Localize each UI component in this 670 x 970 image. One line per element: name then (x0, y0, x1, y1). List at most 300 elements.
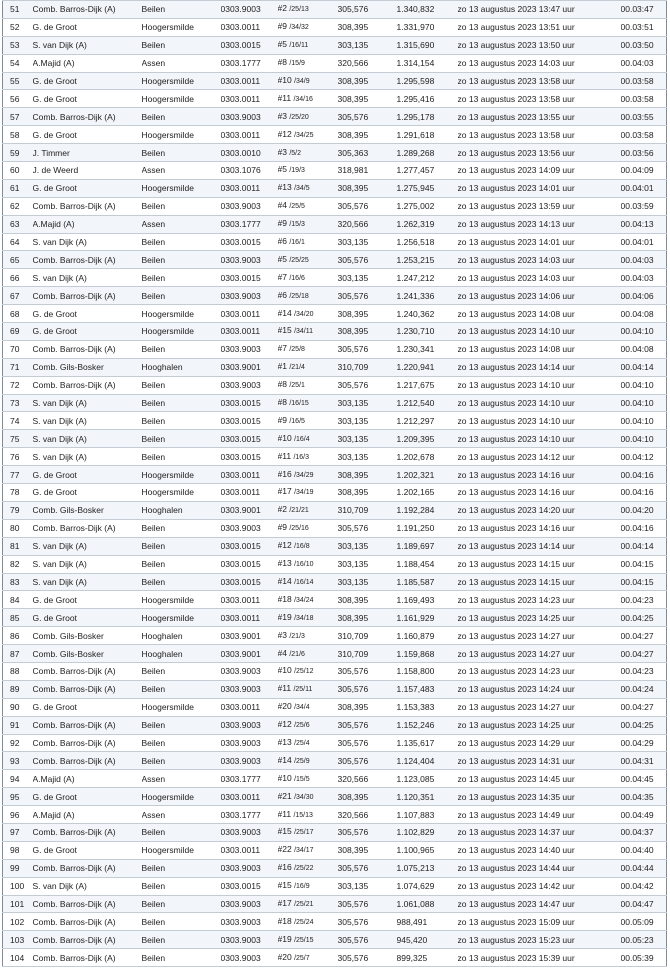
position-cell: 86 (3, 627, 33, 645)
speed-cell: 1.314,154 (397, 54, 458, 72)
place-cell: Beilen (142, 680, 221, 698)
position-cell: 87 (3, 645, 33, 663)
place-cell: Beilen (142, 752, 221, 770)
delay-cell: 00.04:16 (621, 519, 667, 537)
table-row[interactable] (3, 108, 667, 126)
distance-cell: 305,576 (338, 823, 397, 841)
table-row[interactable] (3, 412, 667, 430)
bird-index-total: /25/15 (294, 936, 314, 944)
bird-index: #10 (277, 432, 292, 443)
ring-number-cell: 0303.9003 (221, 734, 278, 752)
position-cell: 78 (3, 484, 33, 502)
ring-number-cell: 0303.0015 (221, 430, 278, 448)
fancier-name-cell: G. de Groot (33, 841, 142, 859)
table-row[interactable] (3, 680, 667, 698)
speed-cell: 1.212,540 (397, 394, 458, 412)
distance-cell: 303,135 (338, 555, 397, 573)
place-cell: Beilen (142, 144, 221, 162)
bird-index: #10 (277, 665, 292, 676)
speed-cell: 1.107,883 (397, 806, 458, 824)
speed-cell: 1.295,598 (397, 72, 458, 90)
ring-number-cell: 0303.1777 (221, 770, 278, 788)
bird-index-cell (278, 412, 338, 430)
place-cell: Beilen (142, 340, 221, 358)
bird-index-total: /25/20 (289, 113, 309, 121)
place-cell: Beilen (142, 412, 221, 430)
bird-index-total: /25/5 (289, 203, 305, 211)
place-cell: Hoogersmilde (142, 179, 221, 197)
fancier-name-cell: Comb. Barros-Dijk (A) (33, 108, 142, 126)
arrival-time-cell: zo 13 augustus 2023 14:01 uur (458, 179, 621, 197)
ring-number-cell: 0303.1076 (221, 162, 278, 180)
bird-index-total: /25/21 (294, 900, 314, 908)
speed-cell: 1.161,929 (397, 609, 458, 627)
delay-cell: 00.04:42 (621, 877, 667, 895)
bird-index-cell (278, 716, 338, 734)
position-cell: 69 (3, 323, 33, 341)
distance-cell: 305,576 (338, 340, 397, 358)
bird-index: #11 (277, 450, 292, 461)
distance-cell: 305,363 (338, 144, 397, 162)
table-row[interactable] (3, 734, 667, 752)
delay-cell: 00.04:01 (621, 179, 667, 197)
bird-index: #22 (277, 844, 292, 855)
delay-cell: 00.04:35 (621, 788, 667, 806)
table-row[interactable] (3, 609, 667, 627)
table-row[interactable] (3, 466, 667, 484)
table-row[interactable] (3, 913, 667, 931)
bird-index-cell (278, 627, 338, 645)
distance-cell: 303,135 (338, 537, 397, 555)
bird-index: #14 (277, 575, 292, 586)
distance-cell: 310,709 (338, 627, 397, 645)
table-row[interactable] (3, 179, 667, 197)
bird-index-total: /21/4 (289, 364, 305, 372)
speed-cell: 1.157,483 (397, 680, 458, 698)
table-row[interactable] (3, 627, 667, 645)
bird-index-total: /34/17 (294, 847, 314, 855)
bird-index-cell (278, 215, 338, 233)
fancier-name-cell: Comb. Barros-Dijk (A) (33, 734, 142, 752)
speed-cell: 1.295,416 (397, 90, 458, 108)
bird-index-cell (278, 323, 338, 341)
speed-cell: 1.230,710 (397, 323, 458, 341)
table-row[interactable] (3, 358, 667, 376)
speed-cell: 1.185,587 (397, 573, 458, 591)
bird-index: #5 (277, 164, 287, 175)
fancier-name-cell: S. van Dijk (A) (33, 233, 142, 251)
table-row[interactable] (3, 591, 667, 609)
table-row[interactable] (3, 823, 667, 841)
place-cell: Beilen (142, 108, 221, 126)
bird-index: #15 (277, 325, 292, 336)
arrival-time-cell: zo 13 augustus 2023 14:08 uur (458, 305, 621, 323)
table-row[interactable] (3, 573, 667, 591)
ring-number-cell: 0303.9003 (221, 859, 278, 877)
place-cell: Hooghalen (142, 358, 221, 376)
table-row[interactable] (3, 949, 667, 967)
delay-cell: 00.03:58 (621, 126, 667, 144)
table-row[interactable] (3, 555, 667, 573)
speed-cell: 1.061,088 (397, 895, 458, 913)
ring-number-cell: 0303.0011 (221, 788, 278, 806)
bird-index-total: /21/21 (289, 507, 309, 515)
bird-index: #4 (277, 200, 287, 211)
delay-cell: 00.04:23 (621, 591, 667, 609)
distance-cell: 303,135 (338, 877, 397, 895)
fancier-name-cell: Comb. Gils-Bosker (33, 627, 142, 645)
arrival-time-cell: zo 13 augustus 2023 14:27 uur (458, 698, 621, 716)
ring-number-cell: 0303.1777 (221, 54, 278, 72)
place-cell: Assen (142, 162, 221, 180)
distance-cell: 303,135 (338, 412, 397, 430)
arrival-time-cell: zo 13 augustus 2023 13:51 uur (458, 18, 621, 36)
distance-cell: 308,395 (338, 72, 397, 90)
table-row[interactable] (3, 90, 667, 108)
table-row[interactable] (3, 215, 667, 233)
bird-index-cell (278, 931, 338, 949)
ring-number-cell: 0303.0015 (221, 448, 278, 466)
bird-index-total: /25/25 (289, 256, 309, 264)
position-cell: 68 (3, 305, 33, 323)
ring-number-cell: 0303.0011 (221, 841, 278, 859)
bird-index: #10 (277, 75, 292, 85)
bird-index: #20 (277, 701, 292, 712)
table-row[interactable] (3, 788, 667, 806)
bird-index-total: /25/1 (289, 382, 305, 390)
speed-cell: 1.209,395 (397, 430, 458, 448)
place-cell: Beilen (142, 573, 221, 591)
bird-index-total: /15/9 (289, 60, 305, 68)
table-row[interactable] (3, 162, 667, 180)
place-cell: Hoogersmilde (142, 591, 221, 609)
speed-cell: 1.158,800 (397, 662, 458, 680)
bird-index-total: /16/3 (293, 453, 310, 461)
place-cell: Beilen (142, 448, 221, 466)
table-row[interactable] (3, 54, 667, 72)
delay-cell: 00.04:24 (621, 680, 667, 698)
speed-cell: 1.169,493 (397, 591, 458, 609)
bird-index: #21 (277, 790, 292, 801)
arrival-time-cell: zo 13 augustus 2023 14:09 uur (458, 162, 621, 180)
distance-cell: 305,576 (338, 913, 397, 931)
arrival-time-cell: zo 13 augustus 2023 14:12 uur (458, 448, 621, 466)
distance-cell: 305,576 (338, 734, 397, 752)
position-cell: 60 (3, 162, 33, 180)
ring-number-cell: 0303.9001 (221, 358, 278, 376)
arrival-time-cell: zo 13 augustus 2023 13:56 uur (458, 144, 621, 162)
bird-index-cell (278, 162, 338, 180)
bird-index-total: /25/9 (294, 757, 310, 765)
table-row[interactable] (3, 269, 667, 287)
fancier-name-cell: G. de Groot (33, 591, 142, 609)
bird-index-total: /25/12 (294, 668, 314, 676)
table-row[interactable] (3, 1, 667, 19)
delay-cell: 00.03:50 (621, 36, 667, 54)
position-cell: 63 (3, 215, 33, 233)
position-cell: 58 (3, 126, 33, 144)
delay-cell: 00.04:03 (621, 54, 667, 72)
bird-index-cell (278, 1, 338, 19)
table-row[interactable] (3, 770, 667, 788)
arrival-time-cell: zo 13 augustus 2023 14:15 uur (458, 573, 621, 591)
bird-index: #9 (277, 414, 287, 425)
table-row[interactable] (3, 18, 667, 36)
bird-index-cell (278, 698, 338, 716)
arrival-time-cell: zo 13 augustus 2023 14:10 uur (458, 412, 621, 430)
bird-index-cell (278, 269, 338, 287)
delay-cell: 00.04:15 (621, 573, 667, 591)
bird-index: #19 (277, 611, 292, 622)
distance-cell: 303,135 (338, 269, 397, 287)
ring-number-cell: 0303.9003 (221, 340, 278, 358)
arrival-time-cell: zo 13 augustus 2023 14:37 uur (458, 823, 621, 841)
bird-index: #4 (277, 647, 287, 658)
bird-index: #13 (277, 736, 292, 747)
position-cell: 100 (3, 877, 33, 895)
arrival-time-cell: zo 13 augustus 2023 13:58 uur (458, 126, 621, 144)
arrival-time-cell: zo 13 augustus 2023 13:55 uur (458, 108, 621, 126)
ring-number-cell: 0303.0015 (221, 537, 278, 555)
bird-index-cell (278, 752, 338, 770)
fancier-name-cell: Comb. Barros-Dijk (A) (33, 662, 142, 680)
fancier-name-cell: Comb. Barros-Dijk (A) (33, 913, 142, 931)
bird-index-cell (278, 287, 338, 305)
arrival-time-cell: zo 13 augustus 2023 14:27 uur (458, 645, 621, 663)
delay-cell: 00.04:27 (621, 698, 667, 716)
table-row[interactable] (3, 323, 667, 341)
speed-cell: 1.192,284 (397, 501, 458, 519)
bird-index-total: /34/20 (294, 310, 314, 318)
speed-cell: 1.189,697 (397, 537, 458, 555)
speed-cell: 1.188,454 (397, 555, 458, 573)
table-row[interactable] (3, 287, 667, 305)
fancier-name-cell: G. de Groot (33, 72, 142, 90)
table-row[interactable] (3, 376, 667, 394)
bird-index-cell (278, 90, 338, 108)
fancier-name-cell: G. de Groot (33, 484, 142, 502)
table-row[interactable] (3, 662, 667, 680)
fancier-name-cell: S. van Dijk (A) (33, 555, 142, 573)
bird-index-cell (278, 394, 338, 412)
bird-index-total: /16/9 (294, 883, 310, 891)
position-cell: 64 (3, 233, 33, 251)
table-row[interactable] (3, 895, 667, 913)
table-row[interactable] (3, 144, 667, 162)
speed-cell: 1.340,832 (397, 1, 458, 19)
bird-index-cell (278, 662, 338, 680)
arrival-time-cell: zo 13 augustus 2023 14:35 uur (458, 788, 621, 806)
table-row[interactable] (3, 931, 667, 949)
fancier-name-cell: Comb. Barros-Dijk (A) (33, 1, 142, 19)
position-cell: 92 (3, 734, 33, 752)
delay-cell: 00.04:10 (621, 430, 667, 448)
delay-cell: 00.04:03 (621, 251, 667, 269)
table-row[interactable] (3, 806, 667, 824)
table-row[interactable] (3, 519, 667, 537)
bird-index: #12 (277, 719, 292, 730)
table-row[interactable] (3, 841, 667, 859)
table-row[interactable] (3, 752, 667, 770)
table-row[interactable] (3, 859, 667, 877)
bird-index-total: /16/8 (294, 543, 310, 551)
delay-cell: 00.04:03 (621, 269, 667, 287)
ring-number-cell: 0303.0011 (221, 305, 278, 323)
bird-index-total: /16/14 (294, 578, 314, 586)
bird-index-cell (278, 877, 338, 895)
bird-index: #7 (277, 343, 287, 354)
bird-index-total: /25/8 (289, 346, 305, 354)
distance-cell: 310,709 (338, 358, 397, 376)
bird-index-total: /25/24 (294, 918, 314, 926)
delay-cell: 00.04:16 (621, 484, 667, 502)
results-body (3, 1, 667, 967)
arrival-time-cell: zo 13 augustus 2023 14:31 uur (458, 752, 621, 770)
bird-index-cell (278, 197, 338, 215)
speed-cell: 1.262,319 (397, 215, 458, 233)
arrival-time-cell: zo 13 augustus 2023 14:13 uur (458, 215, 621, 233)
distance-cell: 310,709 (338, 501, 397, 519)
ring-number-cell: 0303.0015 (221, 394, 278, 412)
table-row[interactable] (3, 36, 667, 54)
position-cell: 56 (3, 90, 33, 108)
bird-index: #3 (277, 629, 287, 640)
fancier-name-cell: Comb. Barros-Dijk (A) (33, 752, 142, 770)
position-cell: 52 (3, 18, 33, 36)
position-cell: 93 (3, 752, 33, 770)
place-cell: Beilen (142, 555, 221, 573)
bird-index-cell (278, 949, 338, 967)
ring-number-cell: 0303.9001 (221, 501, 278, 519)
table-row[interactable] (3, 72, 667, 90)
position-cell: 102 (3, 913, 33, 931)
speed-cell: 1.331,970 (397, 18, 458, 36)
distance-cell: 320,566 (338, 54, 397, 72)
delay-cell: 00.04:10 (621, 323, 667, 341)
bird-index: #8 (277, 57, 287, 68)
delay-cell: 00.04:27 (621, 627, 667, 645)
bird-index-cell (278, 895, 338, 913)
distance-cell: 303,135 (338, 430, 397, 448)
speed-cell: 1.275,945 (397, 179, 458, 197)
place-cell: Beilen (142, 430, 221, 448)
place-cell: Beilen (142, 877, 221, 895)
bird-index: #11 (277, 92, 292, 103)
arrival-time-cell: zo 13 augustus 2023 14:08 uur (458, 340, 621, 358)
bird-index-cell (278, 537, 338, 555)
fancier-name-cell: A.Majid (A) (33, 215, 142, 233)
table-row[interactable] (3, 430, 667, 448)
fancier-name-cell: G. de Groot (33, 323, 142, 341)
bird-index-cell (278, 430, 338, 448)
table-row[interactable] (3, 251, 667, 269)
bird-index-cell (278, 36, 338, 54)
bird-index: #17 (277, 897, 292, 908)
position-cell: 67 (3, 287, 33, 305)
fancier-name-cell: S. van Dijk (A) (33, 537, 142, 555)
place-cell: Hoogersmilde (142, 609, 221, 627)
table-row[interactable] (3, 340, 667, 358)
bird-index-total: /25/16 (289, 525, 309, 533)
bird-index-cell (278, 734, 338, 752)
ring-number-cell: 0303.0015 (221, 573, 278, 591)
delay-cell: 00.04:10 (621, 412, 667, 430)
bird-index-cell (278, 108, 338, 126)
delay-cell: 00.04:06 (621, 287, 667, 305)
speed-cell: 1.202,678 (397, 448, 458, 466)
bird-index: #9 (277, 522, 287, 533)
distance-cell: 305,576 (338, 752, 397, 770)
bird-index: #9 (277, 21, 287, 32)
place-cell: Hoogersmilde (142, 126, 221, 144)
table-row[interactable] (3, 645, 667, 663)
bird-index: #14 (277, 754, 292, 765)
fancier-name-cell: Comb. Barros-Dijk (A) (33, 376, 142, 394)
table-row[interactable] (3, 716, 667, 734)
speed-cell: 1.124,404 (397, 752, 458, 770)
ring-number-cell: 0303.9003 (221, 895, 278, 913)
table-row[interactable] (3, 197, 667, 215)
position-cell: 99 (3, 859, 33, 877)
speed-cell: 1.123,085 (397, 770, 458, 788)
place-cell: Beilen (142, 269, 221, 287)
place-cell: Hoogersmilde (142, 788, 221, 806)
table-row[interactable] (3, 877, 667, 895)
place-cell: Assen (142, 770, 221, 788)
bird-index-cell (278, 859, 338, 877)
table-row[interactable] (3, 698, 667, 716)
speed-cell: 1.289,268 (397, 144, 458, 162)
bird-index-total: /34/19 (294, 489, 314, 497)
table-row[interactable] (3, 537, 667, 555)
bird-index: #14 (277, 307, 292, 318)
speed-cell: 1.102,829 (397, 823, 458, 841)
table-row[interactable] (3, 448, 667, 466)
speed-cell: 1.275,002 (397, 197, 458, 215)
bird-index-total: /25/22 (294, 865, 314, 873)
fancier-name-cell: Comb. Gils-Bosker (33, 645, 142, 663)
ring-number-cell: 0303.0010 (221, 144, 278, 162)
delay-cell: 00.04:45 (621, 770, 667, 788)
position-cell: 72 (3, 376, 33, 394)
ring-number-cell: 0303.9001 (221, 645, 278, 663)
ring-number-cell: 0303.0015 (221, 269, 278, 287)
bird-index-total: /15/3 (289, 221, 305, 229)
position-cell: 57 (3, 108, 33, 126)
table-row[interactable] (3, 484, 667, 502)
arrival-time-cell: zo 13 augustus 2023 14:23 uur (458, 591, 621, 609)
table-row[interactable] (3, 501, 667, 519)
speed-cell: 1.295,178 (397, 108, 458, 126)
table-row[interactable] (3, 305, 667, 323)
delay-cell: 00.03:56 (621, 144, 667, 162)
table-row[interactable] (3, 394, 667, 412)
distance-cell: 308,395 (338, 179, 397, 197)
speed-cell: 1.135,617 (397, 734, 458, 752)
table-row[interactable] (3, 233, 667, 251)
arrival-time-cell: zo 13 augustus 2023 14:27 uur (458, 627, 621, 645)
speed-cell: 1.217,675 (397, 376, 458, 394)
bird-index-cell (278, 770, 338, 788)
arrival-time-cell: zo 13 augustus 2023 14:25 uur (458, 716, 621, 734)
fancier-name-cell: Comb. Barros-Dijk (A) (33, 251, 142, 269)
delay-cell: 00.04:08 (621, 305, 667, 323)
bird-index-total: /34/32 (289, 24, 309, 32)
bird-index-total: /34/5 (294, 185, 310, 193)
table-row[interactable] (3, 126, 667, 144)
speed-cell: 1.253,215 (397, 251, 458, 269)
delay-cell: 00.03:55 (621, 108, 667, 126)
